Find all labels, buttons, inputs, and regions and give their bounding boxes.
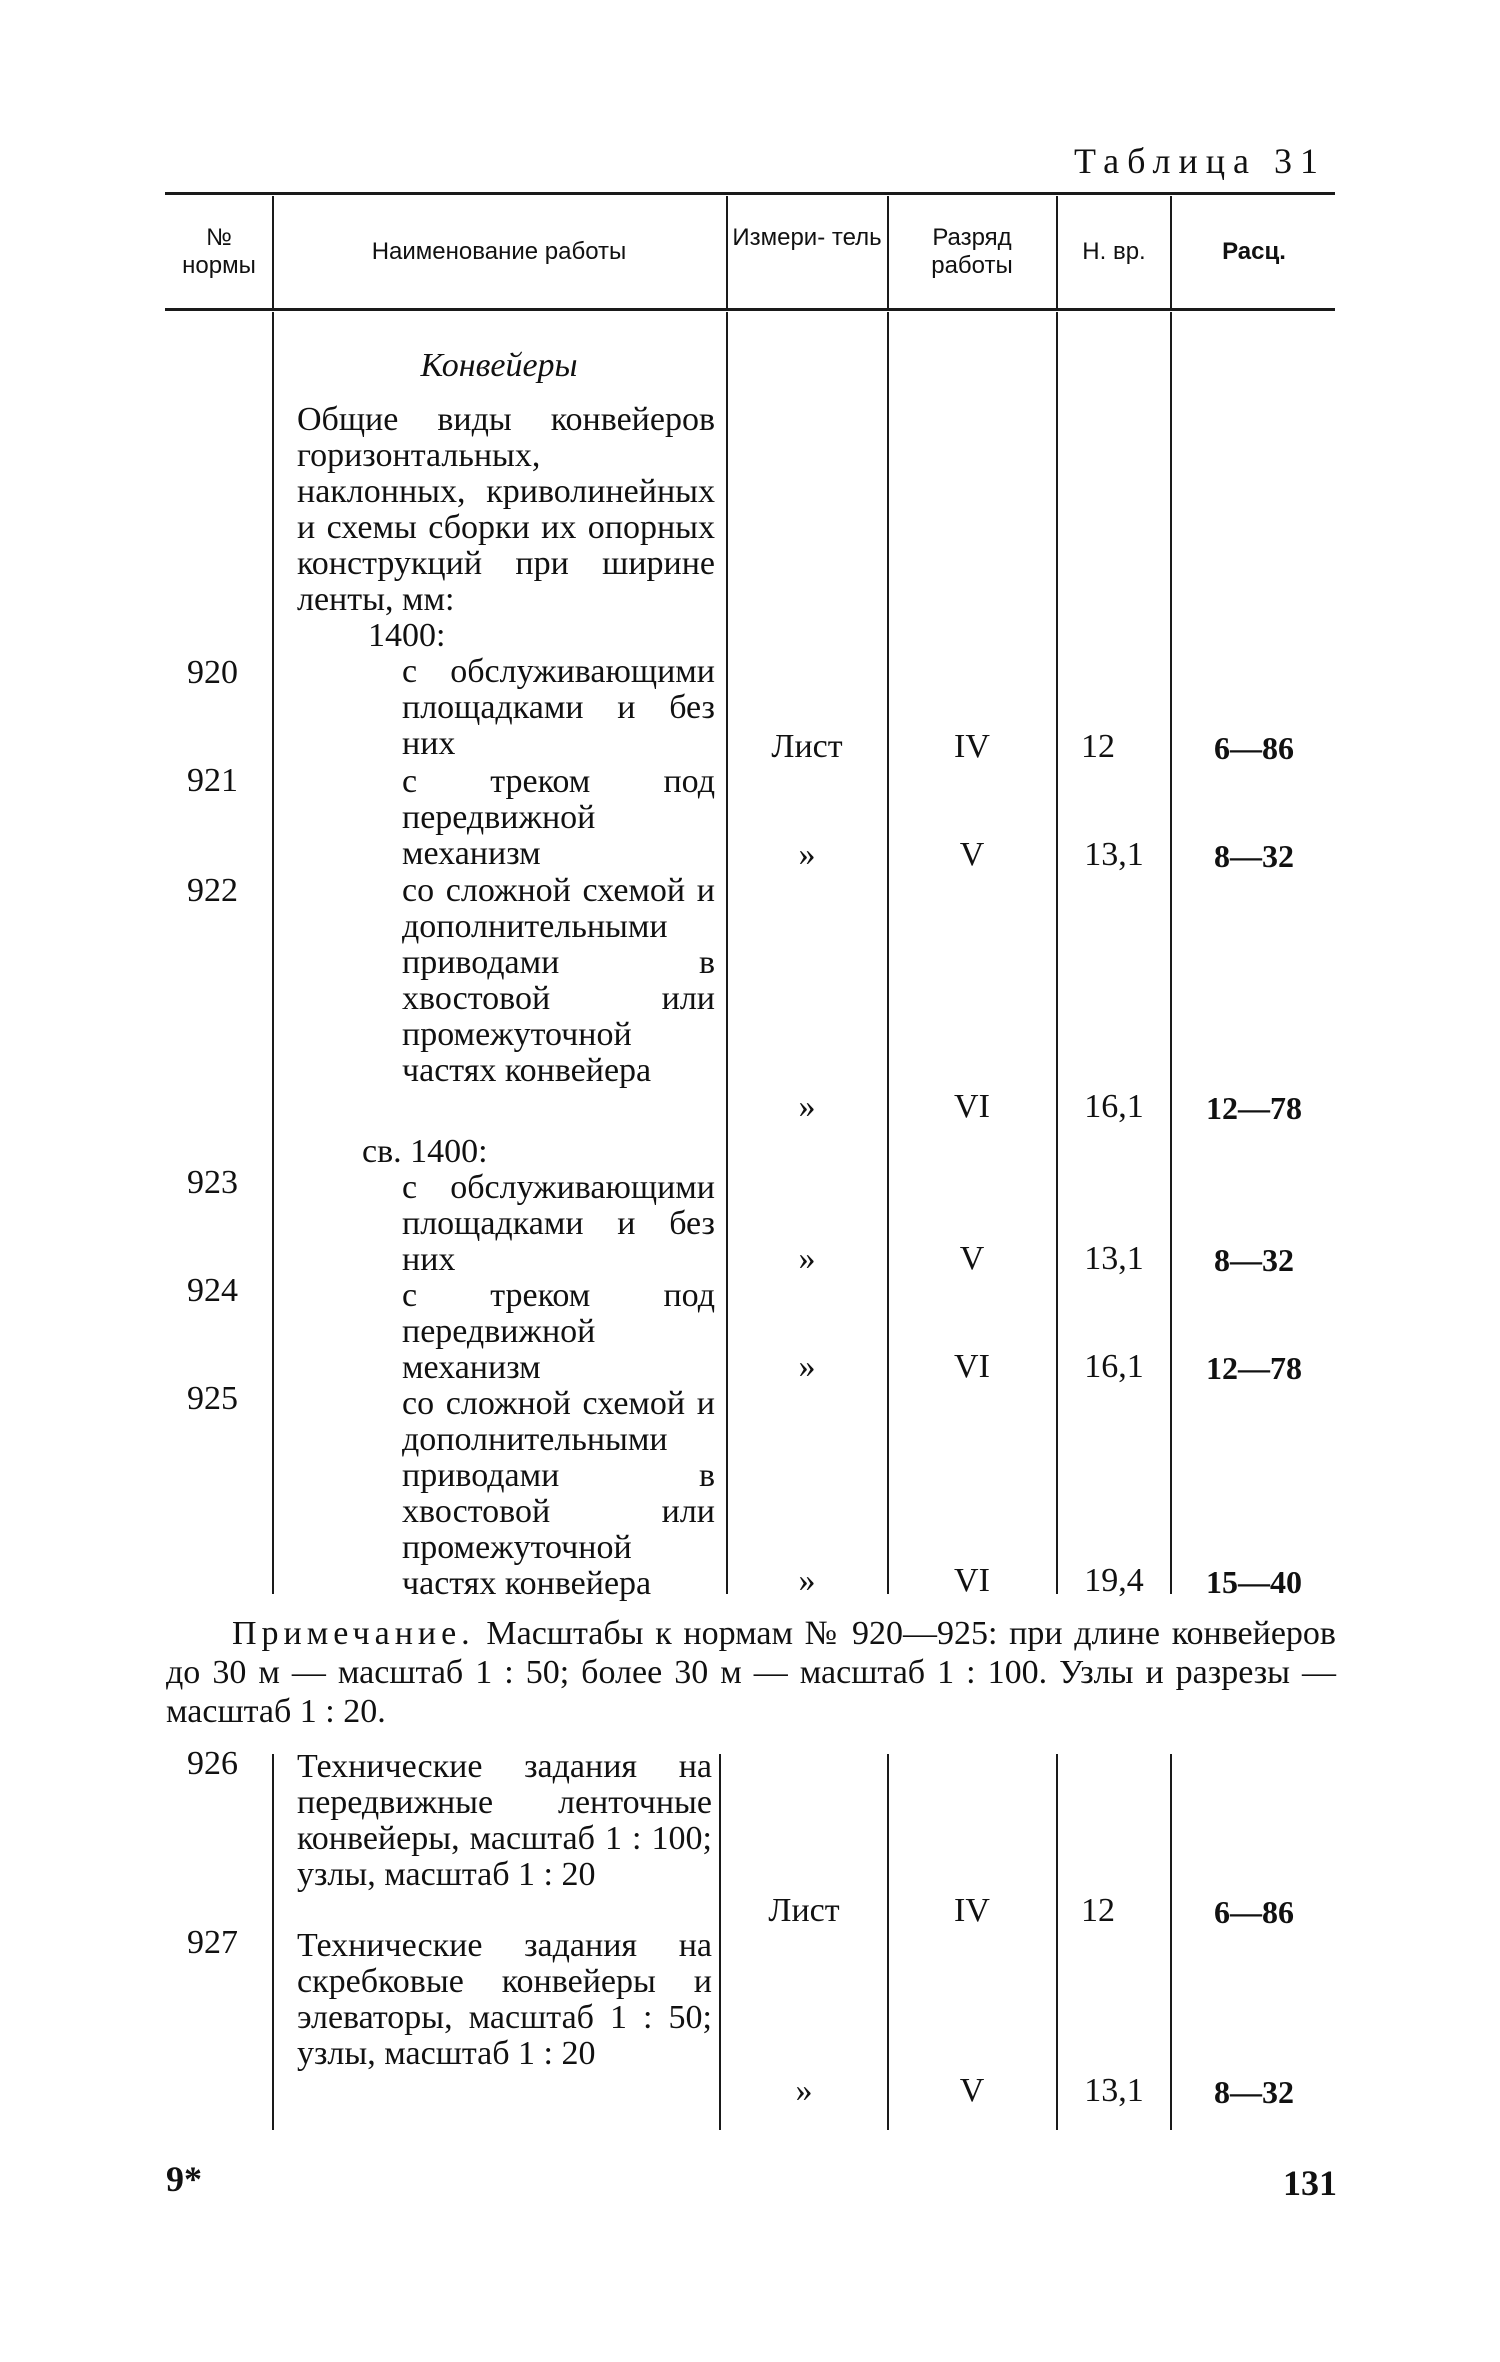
page-number: 131 — [1283, 2163, 1337, 2203]
norm-no: 926 — [187, 1745, 238, 1782]
time-cell: 13,1 — [1084, 836, 1144, 873]
body2-sep-2 — [719, 1754, 721, 2130]
norm-no: 923 — [187, 1164, 238, 1201]
rate-cell: 12—78 — [1206, 1090, 1302, 1126]
unit-cell: Лист — [771, 728, 843, 765]
body2-sep-1 — [272, 1754, 274, 2130]
header-sep-4 — [1056, 196, 1058, 310]
subheading-over-1400: св. 1400: — [362, 1133, 488, 1170]
category-cell: V — [959, 836, 985, 873]
header-unit: Измери- тель — [732, 224, 882, 251]
work-description: со сложной схемой и дополнительными приводами в хвостовой или промежуточной частях конвейера — [402, 872, 715, 1089]
header-work-name: Наименование работы — [371, 238, 627, 265]
body-sep-5 — [1170, 312, 1172, 1594]
work-description: Технические задания на скребковые конвейеры и элеваторы, масштаб 1 : 50; узлы, масштаб 1 : 20 — [297, 1927, 712, 2072]
note-text: Масштабы к нормам № 920—925: при длине конвейеров до 30 м — масштаб 1 : 50; более 30 м — масштаб 1 : 100. Узлы и разрезы — масштаб 1 : 20. — [166, 1615, 1336, 1730]
unit-cell: » — [798, 1240, 816, 1277]
header-norm-no: № нормы — [182, 224, 256, 279]
header-bottom-rule — [165, 308, 1335, 311]
rate-cell: 6—86 — [1214, 730, 1294, 766]
category-cell: IV — [954, 728, 990, 765]
rate-cell: 8—32 — [1214, 1242, 1294, 1278]
note-label: Примечание. — [232, 1615, 475, 1652]
unit-cell: » — [798, 1348, 816, 1385]
category-cell: VI — [954, 1348, 990, 1385]
category-cell: V — [959, 1240, 985, 1277]
signature-mark: 9* — [166, 2159, 202, 2199]
body-sep-3 — [887, 312, 889, 1594]
header-sep-1 — [272, 196, 274, 310]
section-title: Конвейеры — [420, 347, 578, 384]
header-sep-5 — [1170, 196, 1172, 310]
body2-sep-5 — [1170, 1754, 1172, 2130]
category-cell: V — [959, 2072, 985, 2109]
time-cell: 13,1 — [1084, 1240, 1144, 1277]
norm-no: 927 — [187, 1924, 238, 1961]
header-top-rule — [165, 192, 1335, 195]
work-description: с обслуживающими площадками и без них — [402, 653, 715, 762]
header-category: Разряд работы — [931, 224, 1013, 279]
category-cell: VI — [954, 1088, 990, 1125]
subheading-1400: 1400: — [368, 617, 446, 654]
rate-cell: 6—86 — [1214, 1894, 1294, 1930]
rate-cell: 12—78 — [1206, 1350, 1302, 1386]
time-cell: 19,4 — [1084, 1562, 1144, 1599]
rate-cell: 8—32 — [1214, 838, 1294, 874]
time-cell: 16,1 — [1084, 1348, 1144, 1385]
intro-text: Общие виды конвейеров горизонтальных, наклонных, криволинейных и схемы сборки их опорных конструкций при ширине ленты, мм: — [297, 401, 715, 618]
norm-no: 922 — [187, 872, 238, 909]
time-cell: 12 — [1081, 1892, 1115, 1929]
time-cell: 13,1 — [1084, 2072, 1144, 2109]
body2-sep-4 — [1056, 1754, 1058, 2130]
work-description: Технические задания на передвижные ленточные конвейеры, масштаб 1 : 100; узлы, масштаб 1 : 20 — [297, 1748, 712, 1893]
header-sep-3 — [887, 196, 889, 310]
rate-cell: 15—40 — [1206, 1564, 1302, 1600]
norm-no: 925 — [187, 1380, 238, 1417]
body-sep-1 — [272, 312, 274, 1594]
work-description: с обслуживающими площадками и без них — [402, 1169, 715, 1278]
unit-cell: Лист — [768, 1892, 840, 1929]
unit-cell: » — [795, 2072, 813, 2109]
work-description: с треком под передвижной механизм — [402, 763, 715, 872]
work-description: со сложной схемой и дополнительными приводами в хвостовой или промежуточной частях конвейера — [402, 1385, 715, 1602]
norm-no: 921 — [187, 762, 238, 799]
rate-cell: 8—32 — [1214, 2074, 1294, 2110]
body-sep-4 — [1056, 312, 1058, 1594]
body2-sep-3 — [887, 1754, 889, 2130]
unit-cell: » — [798, 1088, 816, 1125]
category-cell: VI — [954, 1562, 990, 1599]
time-cell: 16,1 — [1084, 1088, 1144, 1125]
table-caption: Таблица 31 — [1074, 141, 1326, 181]
norm-no: 924 — [187, 1272, 238, 1309]
norm-no: 920 — [187, 654, 238, 691]
header-sep-2 — [726, 196, 728, 310]
work-description: с треком под передвижной механизм — [402, 1277, 715, 1386]
category-cell: IV — [954, 1892, 990, 1929]
time-cell: 12 — [1081, 728, 1115, 765]
table-note — [166, 1614, 1336, 1731]
unit-cell: » — [798, 836, 816, 873]
body-sep-2 — [726, 312, 728, 1594]
unit-cell: » — [798, 1562, 816, 1599]
header-time-norm: Н. вр. — [1082, 238, 1146, 265]
header-rate: Расц. — [1222, 238, 1286, 265]
